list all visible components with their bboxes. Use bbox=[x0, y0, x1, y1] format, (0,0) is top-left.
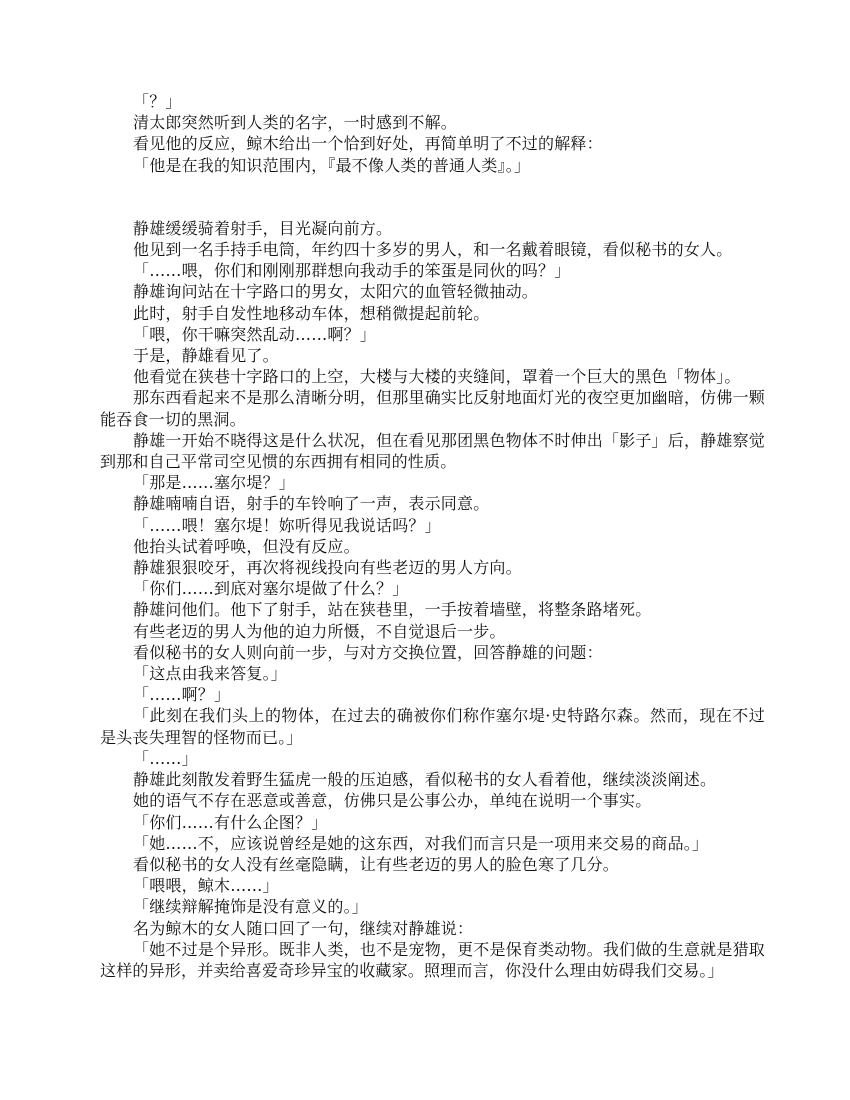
paragraph: 静雄喃喃自语，射手的车铃响了一声，表示同意。 bbox=[133, 494, 490, 514]
document-page bbox=[100, 91, 765, 981]
paragraph: 「他是在我的知识范围内，『最不像人类的普通人类』。」 bbox=[133, 155, 531, 175]
paragraph: 静雄狠狠咬牙，再次将视线投向有些老迈的男人方向。 bbox=[133, 558, 522, 578]
paragraph: 静雄一开始不晓得这是什么状况，但在看见那团黑色物体不时伸出「影子」后，静雄察觉到那和自己平常司空见惯的东西拥有相同的性质。 bbox=[100, 430, 765, 472]
section-1 bbox=[100, 91, 765, 176]
paragraph: 名为鲸木的女人随口回了一句，继续对静雄说： bbox=[133, 918, 474, 938]
paragraph: 看似秘书的女人则向前一步，与对方交换位置，回答静雄的问题： bbox=[133, 642, 603, 662]
paragraph: 「……」 bbox=[133, 748, 198, 768]
paragraph: 「她……不，应该说曾经是她的这东西，对我们而言只是一项用来交易的商品。」 bbox=[133, 833, 709, 853]
paragraph: 「？」 bbox=[133, 92, 182, 111]
section-break bbox=[100, 176, 765, 218]
paragraph: 看见他的反应，鲸木给出一个恰到好处，再简单明了不过的解释： bbox=[133, 134, 603, 154]
paragraph: 他抬头试着呼唤，但没有反应。 bbox=[133, 536, 360, 556]
paragraph: 「继续辩解掩饰是没有意义的。」 bbox=[133, 897, 369, 917]
paragraph: 「喂，你干嘛突然乱动……啊？」 bbox=[133, 324, 377, 344]
paragraph: 于是，静雄看见了。 bbox=[133, 346, 279, 366]
paragraph: 静雄问他们。他下了射手，站在狭巷里，一手按着墙壁，将整条路堵死。 bbox=[133, 600, 652, 620]
paragraph: 他看觉在狭巷十字路口的上空，大楼与大楼的夹缝间，罩着一个巨大的黑色「物体」。 bbox=[133, 367, 741, 387]
paragraph: 「那是……塞尔堤？」 bbox=[133, 473, 296, 493]
section-2 bbox=[100, 218, 765, 981]
paragraph: 「这点由我来答复。」 bbox=[133, 664, 288, 684]
paragraph: 静雄此刻散发着野生猛虎一般的压迫感，看似秘书的女人看着他，继续淡淡阐述。 bbox=[133, 770, 717, 790]
paragraph: 她的语气不存在恶意或善意，仿佛只是公事公办，单纯在说明一个事实。 bbox=[133, 791, 652, 811]
paragraph: 他见到一名手持手电筒，年约四十多岁的男人，和一名戴着眼镜，看似秘书的女人。 bbox=[133, 240, 733, 260]
paragraph: 清太郎突然听到人类的名字，一时感到不解。 bbox=[133, 113, 458, 133]
paragraph: 静雄询问站在十字路口的男女，太阳穴的血管轻微抽动。 bbox=[133, 282, 539, 302]
paragraph: 「……喂！塞尔堤！妳听得见我说话吗？」 bbox=[133, 515, 441, 535]
paragraph: 「你们……有什么企图？」 bbox=[133, 812, 328, 832]
paragraph: 看似秘书的女人没有丝毫隐瞒，让有些老迈的男人的脸色寒了几分。 bbox=[133, 854, 620, 874]
paragraph: 此时，射手自发性地移动车体，想稍微提起前轮。 bbox=[133, 303, 490, 323]
paragraph: 「你们……到底对塞尔堤做了什么？」 bbox=[133, 579, 409, 599]
paragraph: 那东西看起来不是那么清晰分明，但那里确实比反射地面灯光的夜空更加幽暗，仿佛一颗能吞食一切的黑洞。 bbox=[100, 388, 765, 429]
paragraph: 「……啊？」 bbox=[133, 685, 231, 705]
paragraph: 「……喂，你们和刚刚那群想向我动手的笨蛋是同伙的吗？」 bbox=[133, 261, 571, 281]
paragraph: 「此刻在我们头上的物体，在过去的确被你们称作塞尔堤·史特路尔森。然而，现在不过是头丧失理智的怪物而已。」 bbox=[100, 706, 765, 747]
paragraph: 「喂喂，鲸木……」 bbox=[133, 876, 279, 896]
paragraph: 静雄缓缓骑着射手，目光凝向前方。 bbox=[133, 218, 393, 238]
paragraph: 有些老迈的男人为他的迫力所慑，不自觉退后一步。 bbox=[133, 621, 506, 641]
paragraph: 「她不过是个异形。既非人类，也不是宠物，更不是保育类动物。我们做的生意就是猎取这样的异形，并卖给喜爱奇珍异宝的收藏家。照理而言，你没什么理由妨碍我们交易。」 bbox=[100, 939, 765, 980]
